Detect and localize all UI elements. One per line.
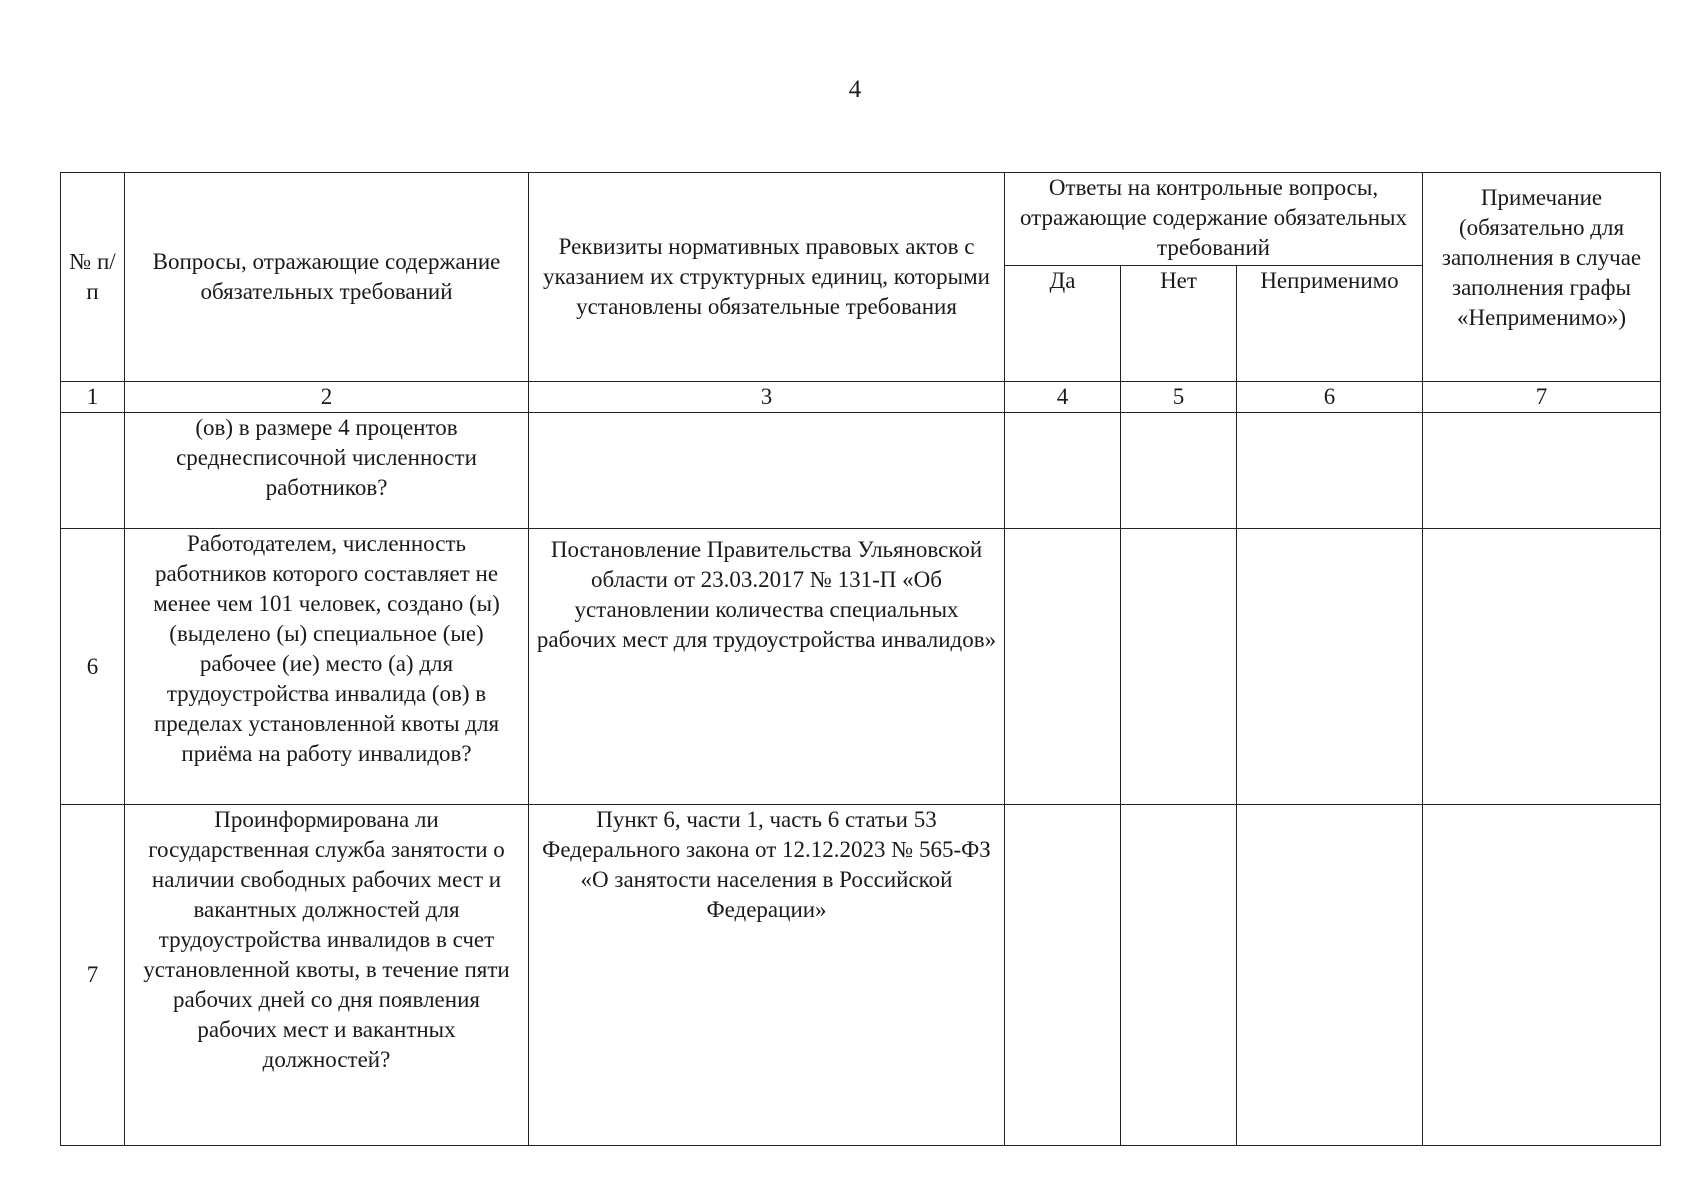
column-number: 5: [1121, 382, 1237, 413]
column-number: 7: [1423, 382, 1661, 413]
table-row: [61, 529, 1661, 805]
answer-not-applicable-cell[interactable]: [1237, 805, 1423, 1146]
question-cell: Работодателем, численность работников которого составляет не менее чем 101 человек, создано (ы) (выделено (ы) специальное (ые) рабочее (ие) место (а) для трудоустройства инвалида (ов) в пределах установленной квоты для приёма на работу инвалидов?: [125, 529, 529, 805]
answer-yes-cell[interactable]: [1005, 805, 1121, 1146]
column-number-row: [61, 382, 1661, 413]
header-no: Нет: [1121, 266, 1237, 382]
answer-not-applicable-cell[interactable]: [1237, 529, 1423, 805]
header-answers: Ответы на контрольные вопросы, отражающие содержание обязательных требований: [1005, 173, 1423, 266]
column-number: 2: [125, 382, 529, 413]
requisites-cell: Пункт 6, части 1, часть 6 статьи 53 Федерального закона от 12.12.2023 № 565-ФЗ «О занятости населения в Российской Федерации»: [529, 805, 1005, 1146]
question-cell: Проинформирована ли государственная служба занятости о наличии свободных рабочих мест и вакантных должностей для трудоустройства инвалидов в счет установленной квоты, в течение пяти рабочих дней со дня появления рабочих мест и вакантных должностей?: [125, 805, 529, 1146]
row-number: 6: [61, 529, 125, 805]
note-cell[interactable]: [1423, 413, 1661, 529]
answer-no-cell[interactable]: [1121, 805, 1237, 1146]
column-number: 6: [1237, 382, 1423, 413]
checklist-table: [60, 172, 1661, 1146]
answer-yes-cell[interactable]: [1005, 529, 1121, 805]
question-cell: (ов) в размере 4 процентов среднесписочной численности работников?: [125, 413, 529, 529]
answer-yes-cell[interactable]: [1005, 413, 1121, 529]
row-number: 7: [61, 805, 125, 1146]
header-num: № п/п: [61, 173, 125, 382]
header-note: Примечание (обязательно для заполнения в случае заполнения графы «Неприменимо»): [1423, 173, 1661, 382]
requisites-cell: Постановление Правительства Ульяновской области от 23.03.2017 № 131-П «Об установлении количества специальных рабочих мест для трудоустройства инвалидов»: [529, 529, 1005, 805]
header-yes: Да: [1005, 266, 1121, 382]
header-question: Вопросы, отражающие содержание обязательных требований: [125, 173, 529, 382]
note-cell[interactable]: [1423, 529, 1661, 805]
column-number: 1: [61, 382, 125, 413]
answer-no-cell[interactable]: [1121, 529, 1237, 805]
table-row: [61, 413, 1661, 529]
header-not-applicable: Неприменимо: [1237, 266, 1423, 382]
column-number: 3: [529, 382, 1005, 413]
header-requisites: Реквизиты нормативных правовых актов с указанием их структурных единиц, которыми установлены обязательные требования: [529, 173, 1005, 382]
note-cell[interactable]: [1423, 805, 1661, 1146]
column-number: 4: [1005, 382, 1121, 413]
answer-not-applicable-cell[interactable]: [1237, 413, 1423, 529]
page-number: 4: [848, 76, 862, 103]
answer-no-cell[interactable]: [1121, 413, 1237, 529]
row-number: [61, 413, 125, 529]
table-row: [61, 805, 1661, 1146]
requisites-cell: [529, 413, 1005, 529]
